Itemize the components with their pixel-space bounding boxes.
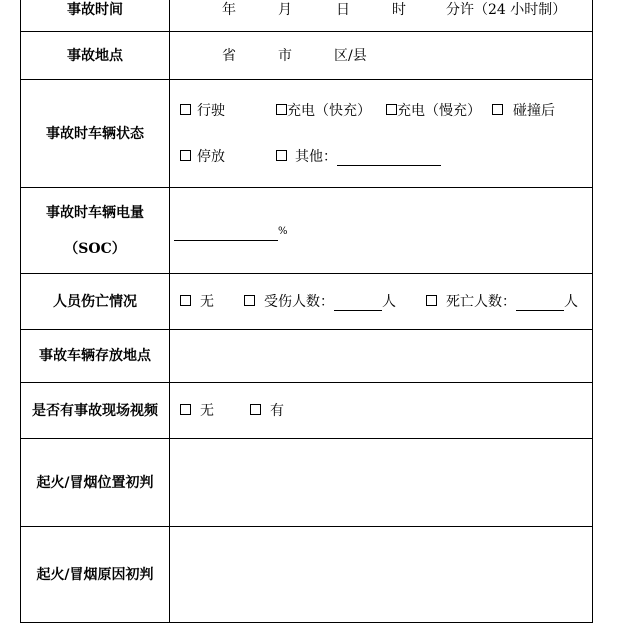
option-driving[interactable] <box>180 102 276 120</box>
checkbox-fast-charge[interactable] <box>276 104 287 115</box>
hour-label: 时 <box>392 2 406 18</box>
option-dead-text: 死亡人数： <box>446 293 516 310</box>
vehicle-storage-label: 事故车辆存放地点 <box>21 330 170 383</box>
soc-unit: % <box>278 225 288 237</box>
dead-unit: 人 <box>564 293 578 310</box>
option-no-casualties[interactable] <box>180 293 244 311</box>
row-vehicle-soc <box>21 188 593 274</box>
vehicle-status-line-2 <box>180 148 592 166</box>
vehicle-soc-label-line2: （SOC） <box>64 240 126 257</box>
option-parked-text: 停放 <box>197 148 225 165</box>
row-fire-position <box>21 439 593 527</box>
district-label: 区/县 <box>334 47 367 64</box>
option-other[interactable] <box>276 148 441 166</box>
vehicle-soc-label <box>21 188 170 274</box>
vehicle-soc-field[interactable] <box>170 188 593 274</box>
checkbox-collision[interactable] <box>492 104 503 115</box>
year-label: 年 <box>222 2 236 18</box>
vehicle-storage-field[interactable] <box>170 330 593 383</box>
fire-cause-field[interactable] <box>170 527 593 623</box>
checkbox-injured[interactable] <box>244 295 255 306</box>
option-collision-text: 碰撞后 <box>513 102 555 119</box>
row-casualties <box>21 274 593 330</box>
scene-video-label: 是否有事故现场视频 <box>21 383 170 439</box>
city-label: 市 <box>278 47 292 64</box>
checkbox-dead[interactable] <box>426 295 437 306</box>
option-driving-text: 行驶 <box>197 102 225 119</box>
accident-place-label: 事故地点 <box>21 32 170 80</box>
option-video-yes[interactable] <box>250 402 284 420</box>
row-fire-cause <box>21 527 593 623</box>
option-fast-charge[interactable] <box>276 102 386 120</box>
month-label: 月 <box>278 2 292 18</box>
option-video-no-text: 无 <box>200 402 214 419</box>
row-accident-time <box>21 0 593 32</box>
option-injured[interactable] <box>244 293 426 311</box>
option-slow-charge-text: 充电（慢充） <box>397 102 481 119</box>
option-other-text: 其他： <box>295 148 337 165</box>
fire-cause-label: 起火/冒烟原因初判 <box>21 527 170 623</box>
checkbox-parked[interactable] <box>180 150 191 161</box>
option-no-casualties-text: 无 <box>200 293 214 310</box>
accident-report-form <box>20 0 593 623</box>
option-slow-charge[interactable] <box>386 102 492 120</box>
checkbox-slow-charge[interactable] <box>386 104 397 115</box>
row-vehicle-storage <box>21 330 593 383</box>
option-parked[interactable] <box>180 148 276 166</box>
accident-place-field[interactable] <box>170 32 593 80</box>
vehicle-status-line-1 <box>180 102 592 120</box>
option-collision[interactable] <box>492 102 555 120</box>
row-vehicle-status <box>21 80 593 188</box>
fire-position-label: 起火/冒烟位置初判 <box>21 439 170 527</box>
scene-video-field <box>170 383 593 439</box>
day-label: 日 <box>336 2 350 18</box>
province-label: 省 <box>222 47 236 64</box>
checkbox-video-yes[interactable] <box>250 404 261 415</box>
vehicle-soc-label-line1: 事故时车辆电量 <box>46 204 144 221</box>
vehicle-status-label: 事故时车辆状态 <box>21 80 170 188</box>
vehicle-status-field <box>170 80 593 188</box>
option-video-no[interactable] <box>180 402 250 420</box>
other-blank-line[interactable] <box>337 151 441 166</box>
accident-time-field[interactable] <box>170 0 593 32</box>
minute-label: 分许（24 小时制） <box>446 2 567 18</box>
soc-blank-line[interactable] <box>174 226 278 241</box>
injured-unit: 人 <box>382 293 396 310</box>
option-fast-charge-text: 充电（快充） <box>287 102 371 119</box>
option-dead[interactable] <box>426 293 578 311</box>
casualties-field <box>170 274 593 330</box>
checkbox-other[interactable] <box>276 150 287 161</box>
accident-time-label: 事故时间 <box>21 0 170 32</box>
injured-count-blank[interactable] <box>334 296 382 311</box>
casualties-label: 人员伤亡情况 <box>21 274 170 330</box>
option-injured-text: 受伤人数： <box>264 293 334 310</box>
row-scene-video <box>21 383 593 439</box>
checkbox-no-casualties[interactable] <box>180 295 191 306</box>
option-video-yes-text: 有 <box>270 402 284 419</box>
checkbox-driving[interactable] <box>180 104 191 115</box>
dead-count-blank[interactable] <box>516 296 564 311</box>
checkbox-video-no[interactable] <box>180 404 191 415</box>
row-accident-place <box>21 32 593 80</box>
fire-position-field[interactable] <box>170 439 593 527</box>
